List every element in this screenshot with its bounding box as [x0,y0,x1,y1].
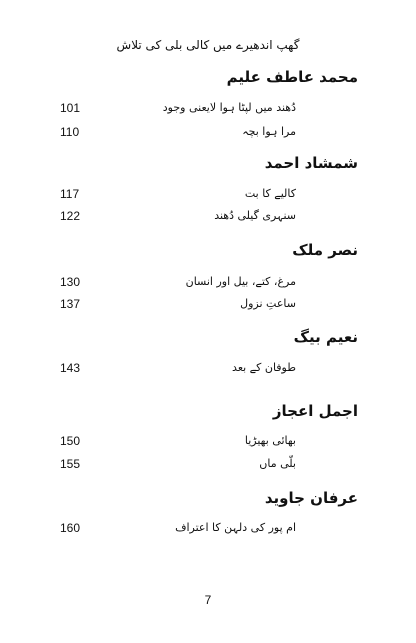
entry-title: ام پور کی دلہن کا اعتراف [175,521,296,534]
author-name: عرفان جاوید [264,489,358,507]
page-footer-number: 7 [204,593,212,607]
toc-entry [0,297,416,315]
toc-entry [0,125,416,143]
author-name: اجمل اعجاز [272,402,358,420]
author-name: شمشاد احمد [264,154,358,172]
toc-entry [0,521,416,539]
toc-entry [0,209,416,227]
page-number: 155 [60,457,81,471]
entry-title: طوفان کے بعد [232,361,296,374]
entry-title: بلّی ماں [259,457,296,470]
page-number: 160 [60,521,81,535]
author-name: محمد عاطف علیم [226,68,358,86]
entry-title: سنہری گیلی دُھند [214,209,296,222]
author-name: نعیم بیگ [293,328,358,346]
entry-title: دُھند میں لپٹا ہوا لایعنی وجود [162,101,296,114]
toc-entry [0,434,416,452]
page-number: 101 [60,101,81,115]
toc-entry [0,361,416,379]
page-number: 150 [60,434,81,448]
page-number: 110 [60,125,80,139]
running-header: گھپ اندھیرے میں کالی بلی کی تلاش [116,38,300,52]
page-number: 143 [60,361,81,375]
entry-title: کالیے کا بت [244,187,296,200]
toc-entry [0,187,416,205]
entry-title: مرا ہوا بچہ [242,125,296,138]
author-name: نصر ملک [292,241,358,259]
entry-title: بھائی بھیڑیا [244,434,296,447]
toc-entry [0,457,416,475]
entry-title: مرغ، کتے، بیل اور انسان [185,275,296,288]
page-number: 130 [60,275,81,289]
page-number: 122 [60,209,81,223]
toc-entry [0,275,416,293]
toc-entry [0,101,416,119]
entry-title: ساعتِ نزول [240,297,296,310]
page-number: 117 [60,187,80,201]
page-number: 137 [60,297,81,311]
